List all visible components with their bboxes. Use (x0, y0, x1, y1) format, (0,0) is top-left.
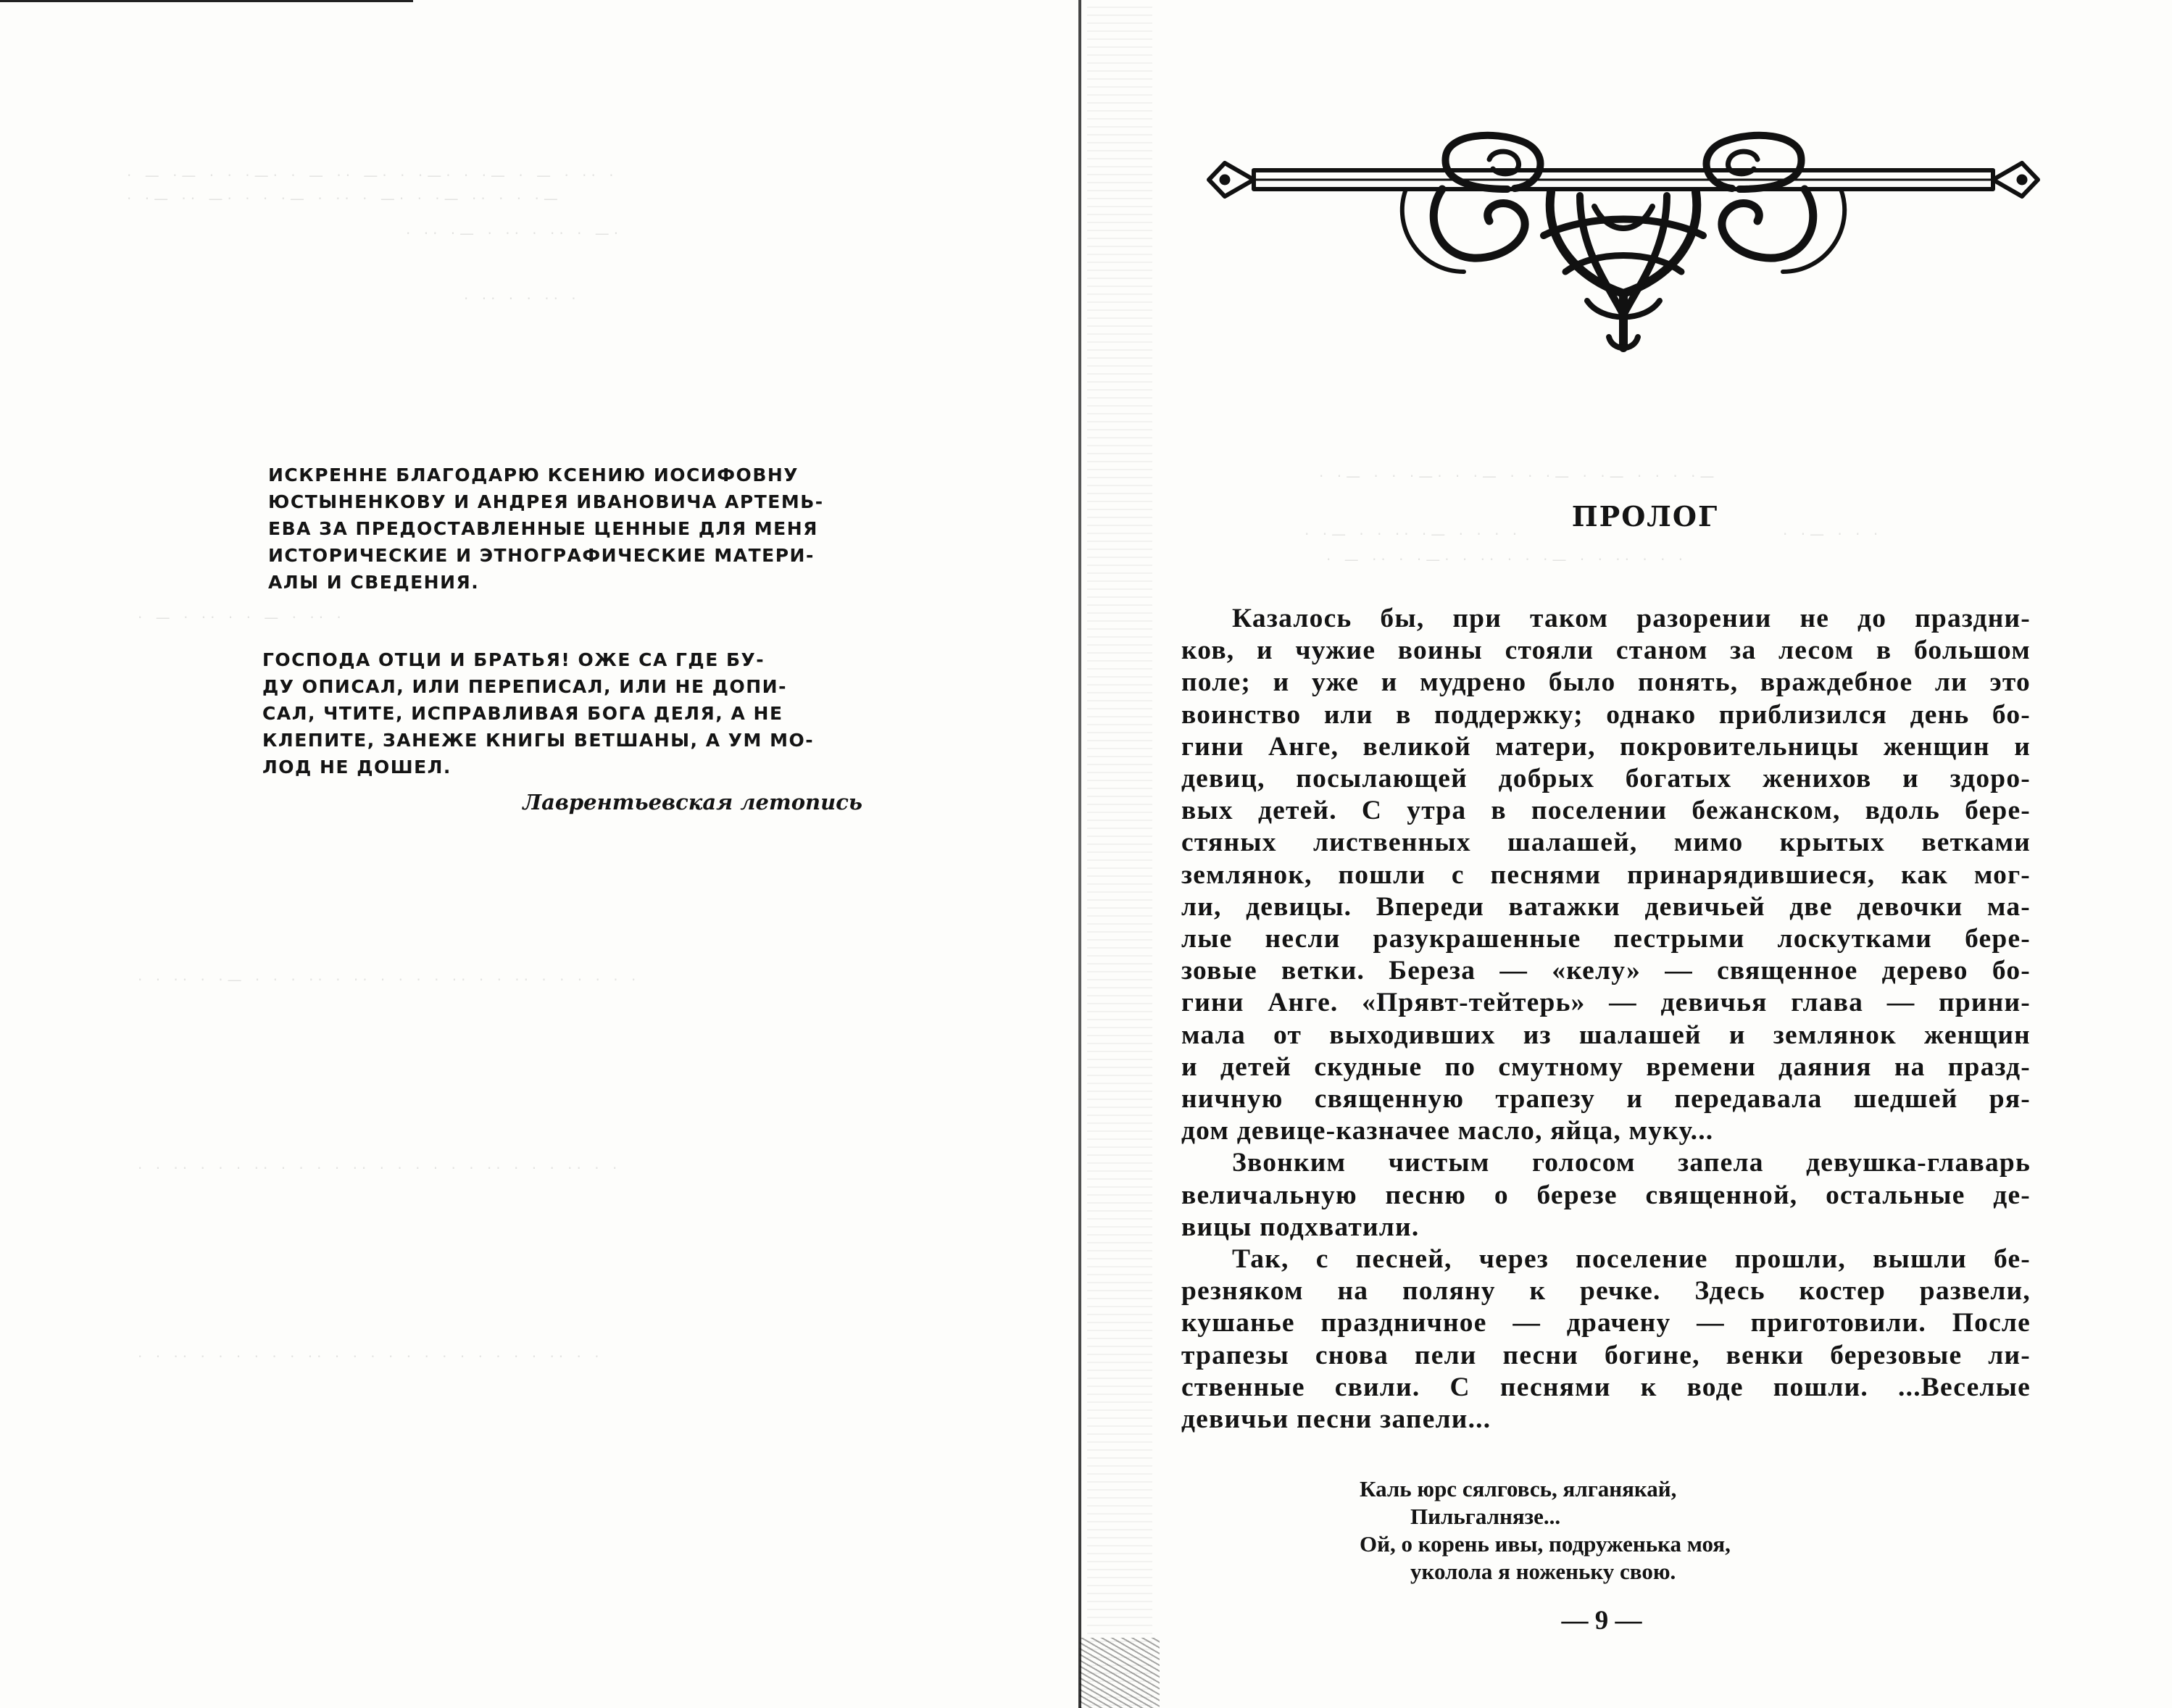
text-line: ничную священную трапезу и передавала шедшей ря- (1181, 1084, 2031, 1115)
text-line: мала от выходивших из шалашей и землянок женщин (1181, 1020, 2031, 1050)
dedication-line: АЛЫ И СВЕДЕНИЯ. (268, 572, 480, 593)
epigraph-line: КЛЕПИТЕ, ЗАНЕЖЕ КНИГЫ ВЕТШАНЫ, А УМ МО- (262, 730, 815, 751)
epigraph-line: ДУ ОПИСАЛ, ИЛИ ПЕРЕПИСАЛ, ИЛИ НЕ ДОПИ- (262, 676, 787, 697)
text-line: резняком на поляну к речке. Здесь костер развели, (1181, 1276, 2031, 1307)
text-line: Казалось бы, при таком разорении не до праздни- (1232, 604, 2031, 633)
text-line: кушанье праздничное — драчену — приготовили. После (1181, 1308, 2031, 1338)
show-through-text: · ·— ·· —· · · ·— · ·· · —· · ·— ·· · · ·— (127, 190, 562, 207)
text-line: воинство или в поддержку; однако приблизился день бо- (1181, 699, 2031, 730)
text-line: ственные свили. С песнями к воде пошли. ...Веселые (1181, 1372, 2031, 1402)
epigraph-source: Лаврентьевская летопись (523, 790, 862, 815)
prologue-text (1181, 603, 2031, 1436)
text-line: дом девице-казначее масло, яйца, муку... (1181, 1116, 1714, 1146)
text-line: ли, девицы. Впереди ватажки девичьей две девочки ма- (1181, 891, 2031, 922)
show-through-text: · ·— · · ·· ·— · · · · (1305, 525, 1522, 543)
text-line: гини Анге. «Прявт-тейтерь» — девичья глава — прини- (1181, 988, 2031, 1018)
dedication-line: ИСКРЕННЕ БЛАГОДАРЮ КСЕНИЮ ИОСИФОВНУ (268, 465, 799, 486)
text-line: ков, и чужие воины стояли станом за лесом в большом (1181, 636, 2031, 666)
text-line: лые несли разукрашенные пестрыми лоскутками бере- (1181, 924, 2031, 954)
show-through-text: · ·— · · ·—· · ·— · · ·— · ·— · · · ·— (1319, 467, 1719, 485)
text-line: Так, с песней, через поселение прошли, вышли бе- (1232, 1244, 2031, 1275)
knotwork-ornament-icon (1203, 127, 2044, 359)
text-line: вых детей. С утра в поселении бежанском, вдоль бере- (1181, 796, 2031, 826)
left-page (0, 0, 1080, 1708)
verse-line: Ой, о корень ивы, подруженька моя, (1360, 1531, 1731, 1557)
show-through-text: · — ·· · ·—· · ·· · · ·— · · ·· · · · (1326, 551, 1688, 568)
show-through-text: · ·· · · ·· · (464, 290, 581, 307)
text-line: зовые ветки. Береза — «келу» — священное дерево бо- (1181, 956, 2031, 986)
text-line: стяных лиственных шалашей, мимо крытых ветками (1181, 828, 2031, 858)
dedication-line: ИСТОРИЧЕСКИЕ И ЭТНОГРАФИЧЕСКИЕ МАТЕРИ- (268, 545, 815, 566)
epigraph-line: ГОСПОДА ОТЦИ И БРАТЬЯ! ОЖЕ СА ГДЕ БУ- (262, 649, 765, 670)
text-line: девиц, посылающей добрых богатых женихов и здоро- (1181, 764, 2031, 794)
text-line: и детей скудные по смутному времени даяния на празд- (1181, 1051, 2031, 1082)
epigraph-line: ЛОД НЕ ДОШЕЛ. (262, 757, 452, 778)
show-through-text: · ·· ·— · ·· · ·· · —· (406, 225, 623, 242)
page-number: — 9 — (1561, 1606, 1642, 1636)
show-through-text: · · ·· · ·— · · · ·· · ·· · · · · ·· · · ·· · · · · · · (138, 971, 641, 988)
chapter-title: ПРОЛОГ (1571, 500, 1719, 533)
text-line: девичьи песни запели... (1181, 1404, 1491, 1435)
show-through-text: · — ·— · · ·—· · — ·· —· · ·—· · ·— · — · ·· · (127, 167, 618, 184)
show-through-text: · · ·· · · · ·· · · · · ·· · · · · · · ·· · · · ·· · · (138, 1159, 622, 1177)
show-through-text: · — · ·· · · — · ·· · (138, 609, 346, 626)
text-line: вицы подхватили. (1181, 1212, 1420, 1242)
dedication-line: ЕВА ЗА ПРЕДОСТАВЛЕННЫЕ ЦЕННЫЕ ДЛЯ МЕНЯ (268, 518, 818, 539)
text-line: поле; и уже и мудрено было понять, враждебное ли это (1181, 667, 2031, 698)
text-line: Звонким чистым голосом запела девушка-главарь (1232, 1148, 2031, 1178)
verse-line: Пильгалнязе... (1410, 1504, 1561, 1529)
text-line: трапезы снова пели песни богине, венки березовые ли- (1181, 1340, 2031, 1370)
verse-line: уколола я ноженьку свою. (1410, 1559, 1676, 1584)
show-through-text: · · ·· · · · · · · ·· · · · · · · · · · · · · ·· · · (138, 1348, 604, 1365)
epigraph (262, 646, 862, 780)
epigraph-line: САЛ, ЧТИТЕ, ИСПРАВЛИВАЯ БОГА ДЕЛЯ, А НЕ (262, 703, 783, 724)
text-line: землянок, пошли с песнями принарядившиеся, как мог- (1181, 859, 2031, 890)
verse-line: Каль юрс сялговсь, ялганякай, (1360, 1476, 1677, 1501)
song-verse (1360, 1475, 1823, 1586)
dedication-line: ЮСТЫНЕНКОВУ И АНДРЕЯ ИВАНОВИЧА АРТЕМЬ- (268, 491, 824, 512)
text-line: гини Анге, великой матери, покровительницы женщин и (1181, 731, 2031, 762)
show-through-text: · ·— · · · (1783, 525, 1883, 543)
text-line: величальную песню о березе священной, остальные де- (1181, 1180, 2031, 1210)
dedication (268, 462, 862, 596)
